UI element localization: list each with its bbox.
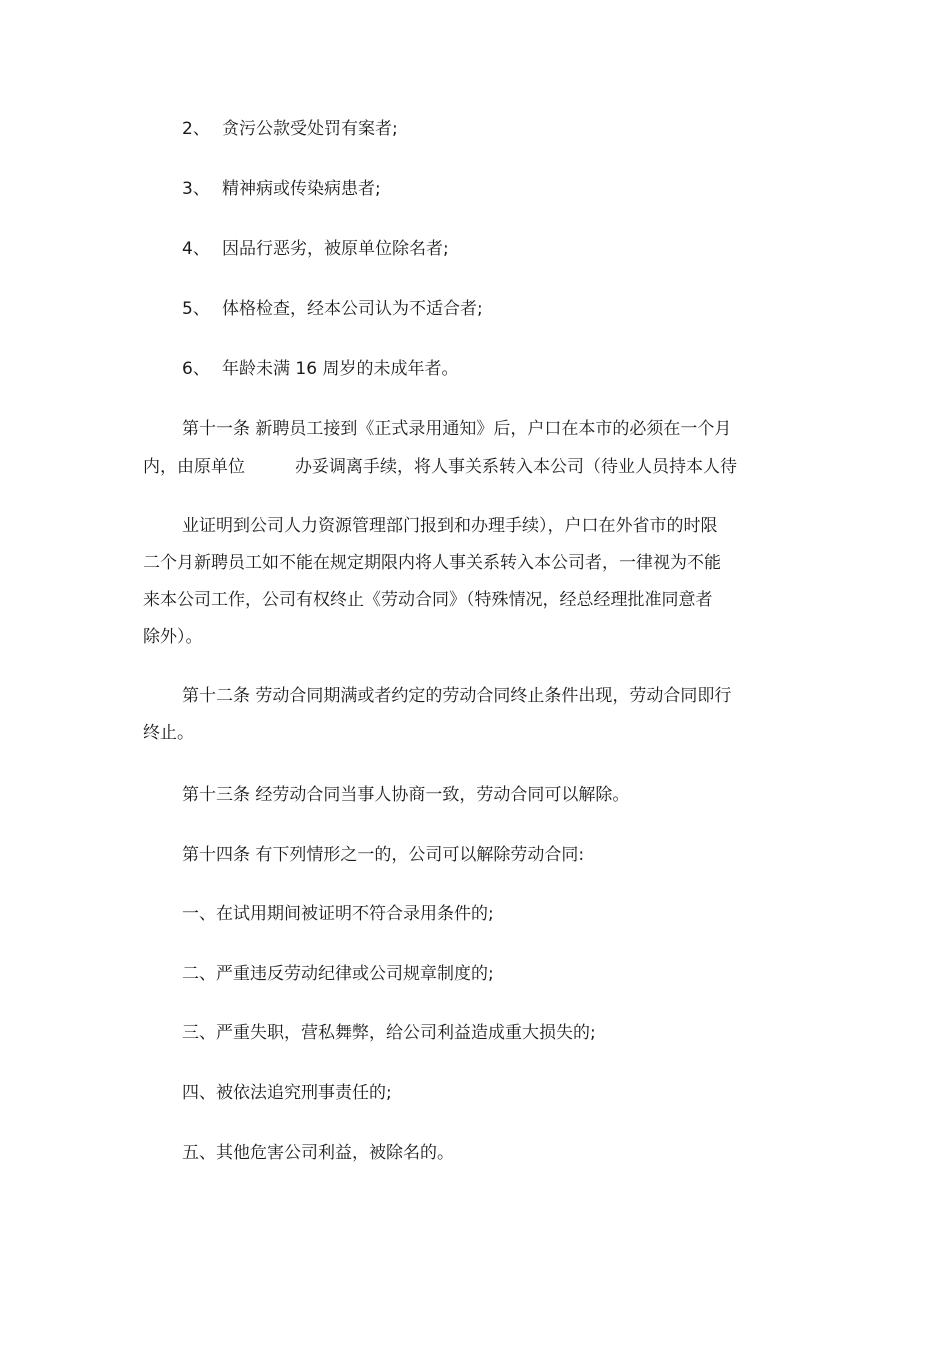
article-11-line-2 — [143, 456, 737, 478]
list-item-number: 5、 — [182, 299, 210, 319]
article-11-line-5: 来本公司工作，公司有权终止《劳动合同》（特殊情况，经总经理批准同意者 — [143, 590, 713, 610]
list-item — [182, 298, 483, 320]
article-13: 第十三条 经劳动合同当事人协商一致，劳动合同可以解除。 — [182, 785, 630, 805]
list-item-number: 4、 — [182, 239, 210, 259]
list-item-number: 2、 — [182, 119, 210, 139]
list-item-number: 3、 — [182, 179, 210, 199]
article-12-line-2: 终止。 — [143, 723, 194, 743]
list-item-text: 年龄未满 16 周岁的未成年者。 — [222, 359, 459, 379]
article-11-line-2a: 内，由原单位 — [143, 457, 245, 477]
article-11-line-6: 除外）。 — [143, 627, 203, 647]
list-item-text: 因品行恶劣，被原单位除名者; — [222, 239, 449, 259]
list-item: 四、被依法追究刑事责任的; — [182, 1083, 392, 1103]
list-item — [182, 118, 398, 140]
list-item-number: 6、 — [182, 359, 210, 379]
article-11-line-4: 二个月新聘员工如不能在规定期限内将人事关系转入本公司者，一律视为不能 — [143, 553, 721, 573]
list-item-text: 贪污公款受处罚有案者; — [222, 119, 398, 139]
article-11-line-3: 业证明到公司人力资源管理部门报到和办理手续），户口在外省市的时限 — [182, 516, 718, 536]
article-11-line-2b: 办妥调离手续，将人事关系转入本公司（待业人员持本人待 — [295, 457, 737, 477]
article-14: 第十四条 有下列情形之一的，公司可以解除劳动合同: — [182, 845, 585, 865]
list-item — [182, 178, 381, 200]
list-item — [182, 238, 449, 260]
list-item: 五、其他危害公司利益，被除名的。 — [182, 1143, 454, 1163]
list-item: 三、严重失职，营私舞弊，给公司利益造成重大损失的; — [182, 1023, 596, 1043]
list-item — [182, 358, 458, 380]
article-12-line-1: 第十二条 劳动合同期满或者约定的劳动合同终止条件出现，劳动合同即行 — [182, 686, 732, 706]
article-11-line-1: 第十一条 新聘员工接到《正式录用通知》后，户口在本市的必须在一个月 — [182, 419, 732, 439]
list-item: 二、严重违反劳动纪律或公司规章制度的; — [182, 964, 494, 984]
list-item-text: 体格检查，经本公司认为不适合者; — [222, 299, 483, 319]
list-item-text: 精神病或传染病患者; — [222, 179, 381, 199]
list-item: 一、在试用期间被证明不符合录用条件的; — [182, 904, 494, 924]
